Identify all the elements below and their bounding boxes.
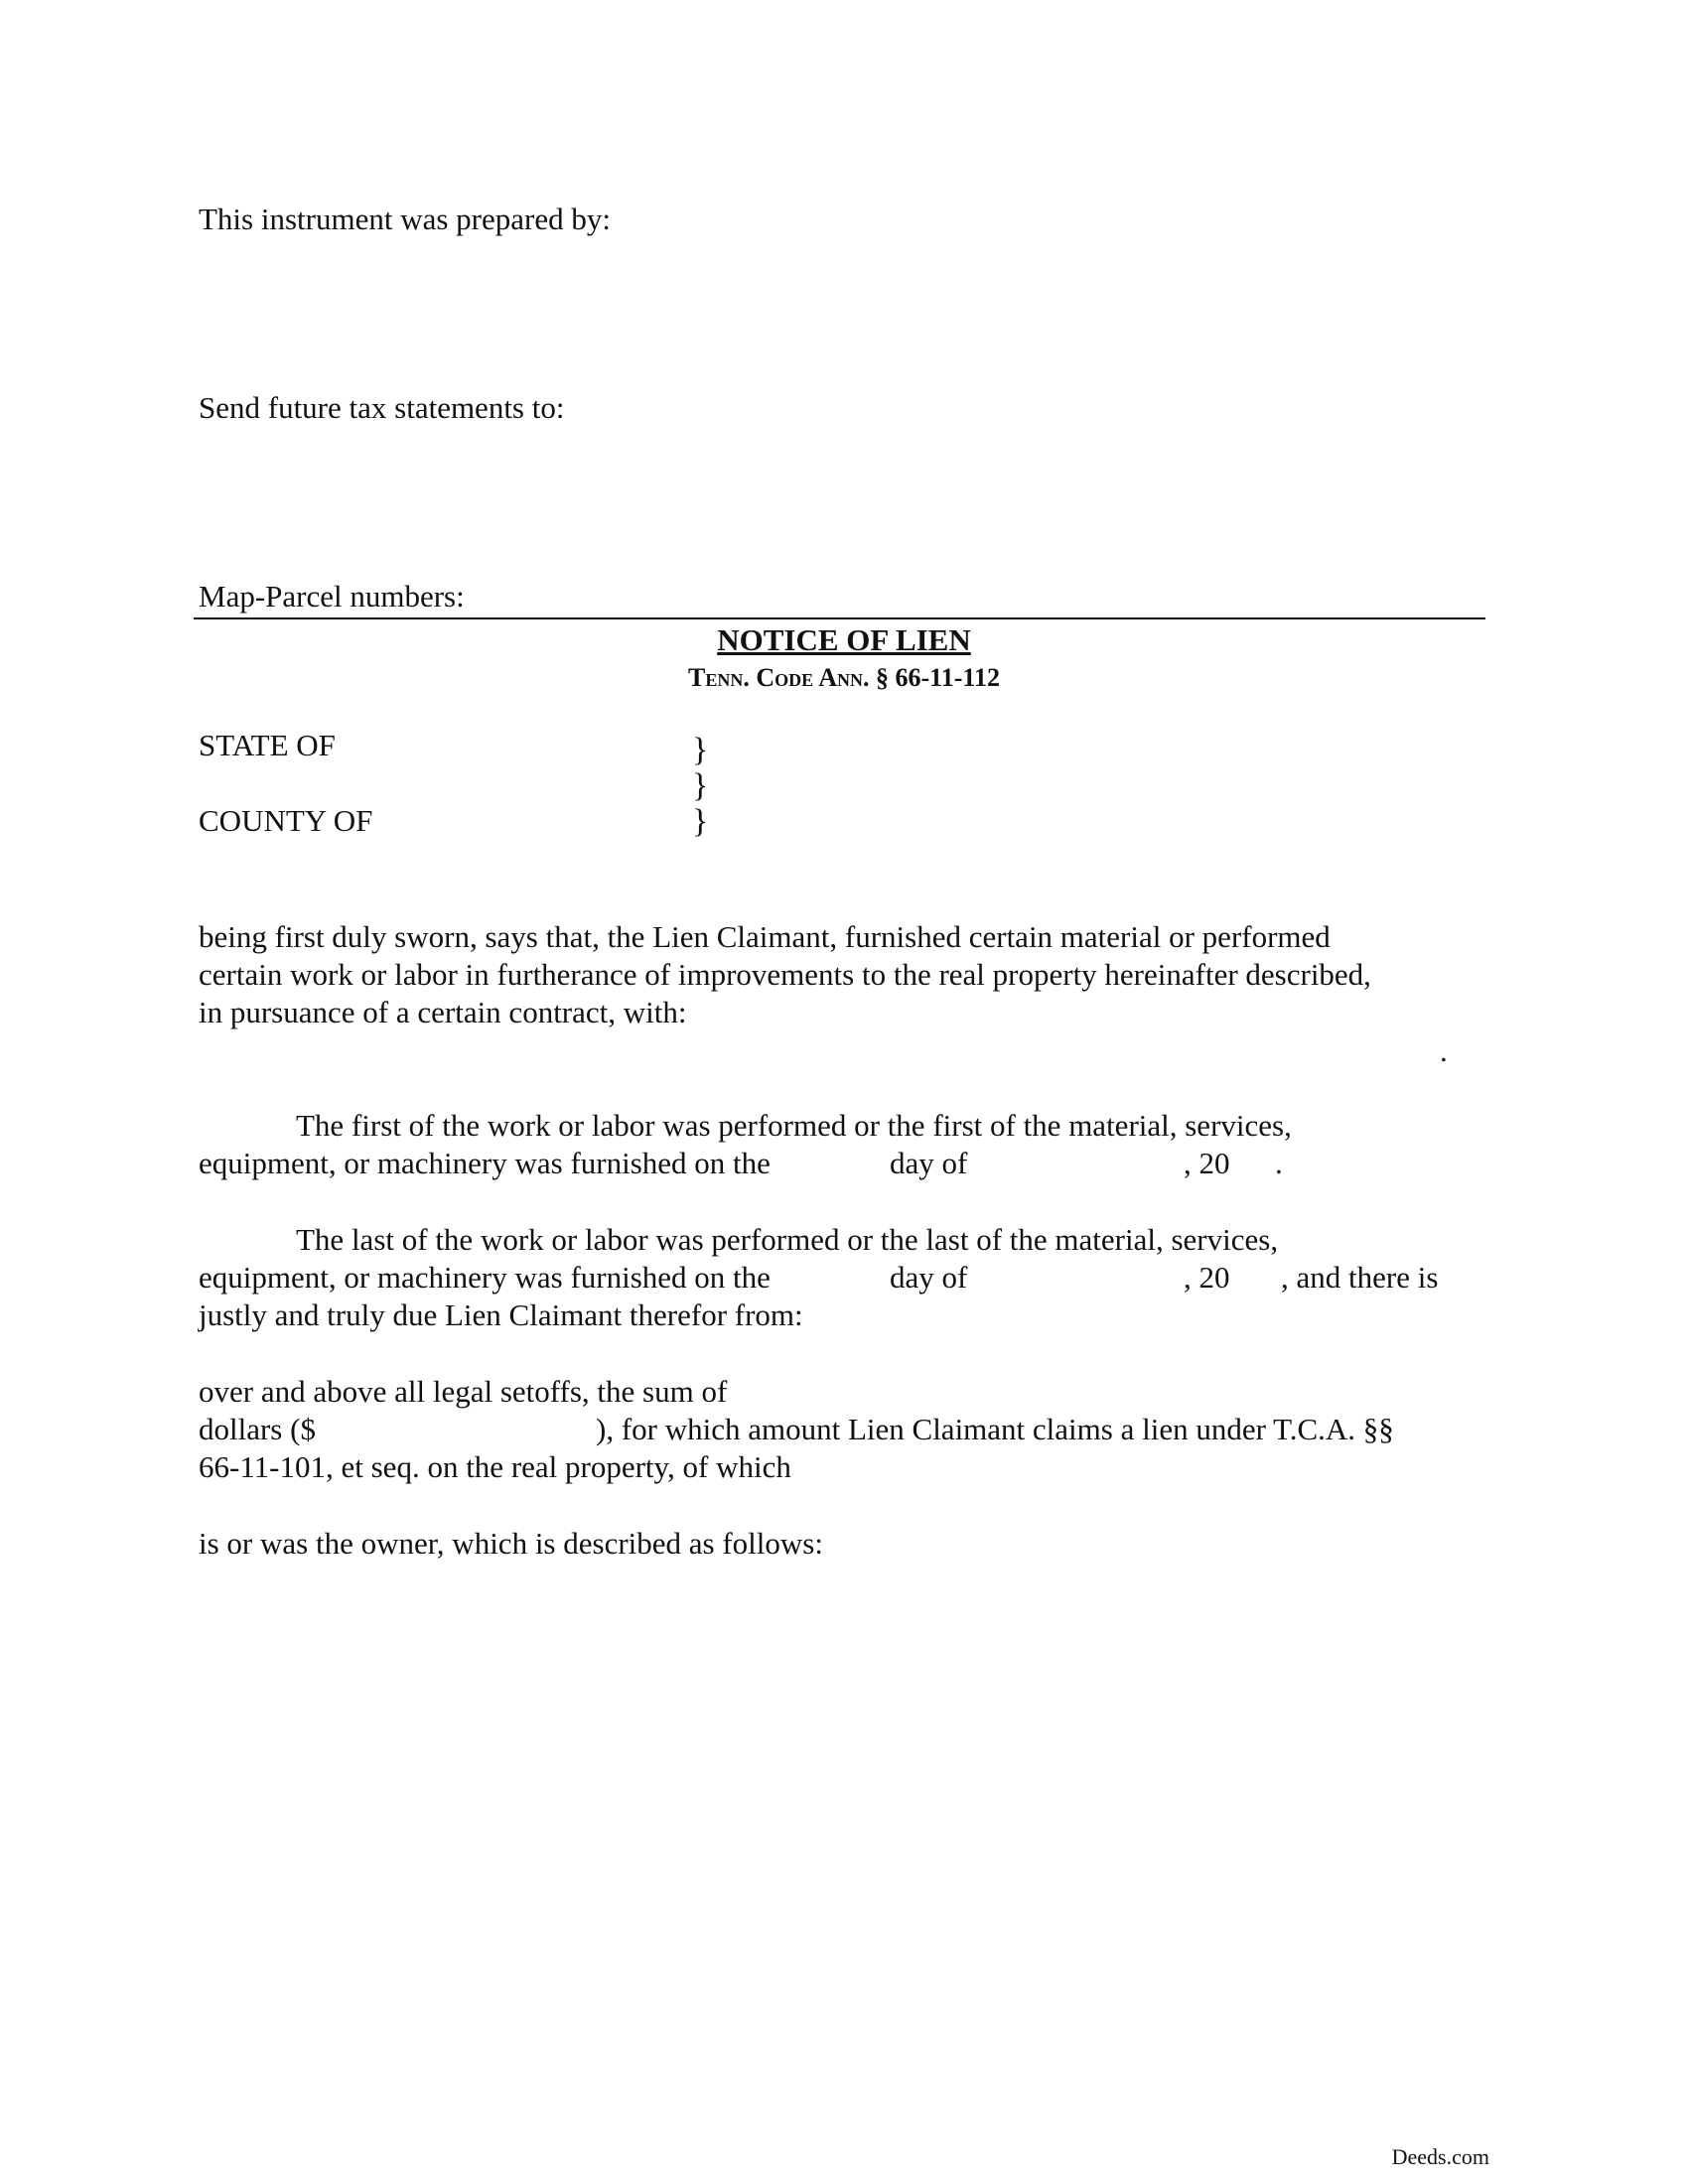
document-title: NOTICE OF LIEN bbox=[717, 622, 971, 657]
county-of-label: COUNTY OF bbox=[199, 803, 373, 838]
first-work-day-of: day of bbox=[890, 1146, 968, 1180]
prepared-by-label: This instrument was prepared by: bbox=[199, 202, 611, 236]
state-of-label: STATE OF bbox=[199, 728, 336, 762]
last-work-line-2: equipment, or machinery was furnished on the bbox=[199, 1260, 771, 1295]
sum-claim-text: ), for which amount Lien Claimant claims a lien under T.C.A. §§ bbox=[596, 1412, 1394, 1446]
footer-brand: Deeds.com bbox=[1391, 2144, 1489, 2169]
tax-statements-label: Send future tax statements to: bbox=[199, 390, 565, 425]
last-work-end: , and there is bbox=[1281, 1260, 1439, 1295]
last-work-year: , 20 bbox=[1184, 1260, 1230, 1295]
venue-brace: } bbox=[692, 803, 709, 840]
affidavit-line-2: certain work or labor in furtherance of improvements to the real property hereinafter described, bbox=[199, 957, 1371, 992]
header-divider bbox=[194, 617, 1485, 619]
sum-line-3: 66-11-101, et seq. on the real property, of which bbox=[199, 1449, 791, 1484]
statute-citation: Tenn. Code Ann. § 66-11-112 bbox=[688, 663, 1000, 692]
affidavit-line-1: being first duly sworn, says that, the Lien Claimant, furnished certain material or performed bbox=[199, 919, 1331, 954]
contract-blank-period: . bbox=[1440, 1033, 1448, 1068]
sum-line-1: over and above all legal setoffs, the sum of bbox=[199, 1374, 728, 1409]
owner-line: is or was the owner, which is described as follows: bbox=[199, 1526, 823, 1561]
last-work-day-of: day of bbox=[890, 1260, 968, 1295]
venue-brace: } bbox=[692, 767, 709, 804]
first-work-year: , 20 bbox=[1184, 1146, 1230, 1180]
first-work-line-2: equipment, or machinery was furnished on the bbox=[199, 1146, 771, 1180]
first-work-period: . bbox=[1275, 1146, 1283, 1180]
first-work-line-1: The first of the work or labor was performed or the first of the material, services, bbox=[296, 1108, 1292, 1143]
last-work-line-3: justly and truly due Lien Claimant therefor from: bbox=[199, 1297, 803, 1332]
affidavit-line-3: in pursuance of a certain contract, with: bbox=[199, 995, 687, 1029]
sum-dollars-label: dollars ($ bbox=[199, 1412, 316, 1446]
last-work-line-1: The last of the work or labor was performed or the last of the material, services, bbox=[296, 1222, 1279, 1257]
map-parcel-label: Map-Parcel numbers: bbox=[199, 579, 465, 614]
venue-brace: } bbox=[692, 732, 709, 768]
